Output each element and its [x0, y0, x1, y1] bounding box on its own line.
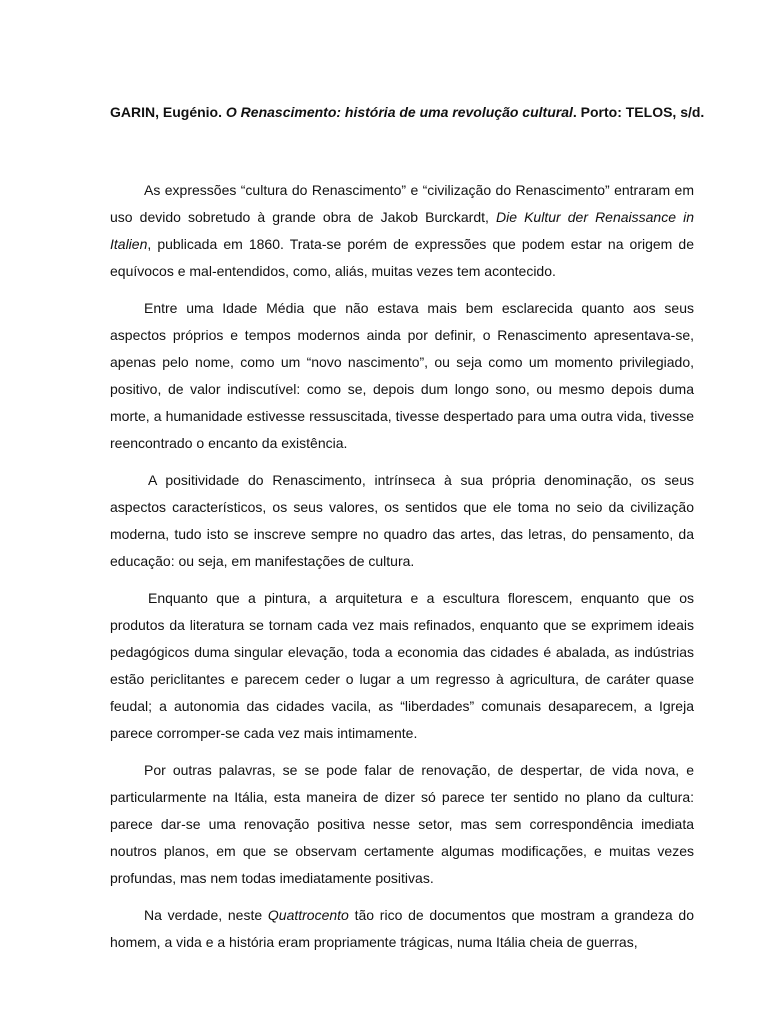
paragraph-3: A positividade do Renascimento, intrínseca à sua própria denominação, os seus aspectos característicos, os seus valores, os sentidos que ele toma no seio da civilização moderna, tudo isto se inscreve sempre no quadro das artes, das letras, do pensamento, da educação: ou seja, em manifestações de cultura. [110, 472, 694, 569]
paragraph-1-text-b: , publicada em 1860. Trata-se porém de expressões que podem estar na origem de equívocos e mal-entendidos, como, aliás, muitas vezes tem acontecido. [110, 236, 694, 279]
bibliographic-citation [110, 103, 710, 121]
book-title-italic: Die Kultur der Renaissance in Italien [110, 209, 694, 252]
paragraph-6-text-a: Na verdade, neste [144, 907, 268, 923]
citation-title: O Renascimento: história de uma revolução cultural [225, 104, 573, 120]
paragraph-2: Entre uma Idade Média que não estava mais bem esclarecida quanto aos seus aspectos próprios e tempos modernos ainda por definir, o Renascimento apresentava-se, apenas pelo nome, como um “novo nascimento”, ou seja como um momento privilegiado, positivo, de valor indiscutível: como se, depois dum longo sono, ou mesmo depois duma morte, a humanidade estivesse ressuscitada, tivesse despertado para uma outra vida, tivesse reencontrado o encanto da existência. [110, 300, 694, 451]
paragraph-4: Enquanto que a pintura, a arquitetura e a escultura florescem, enquanto que os produtos da literatura se tornam cada vez mais refinados, enquanto que se exprimem ideais pedagógicos duma singular elevação, toda a economia das cidades é abalada, as indústrias estão periclitantes e parecem ceder o lugar a um regresso à agricultura, de caráter quase feudal; a autonomia das cidades vacila, as “liberdades” comunais desaparecem, a Igreja parece corromper-se cada vez mais intimamente. [110, 590, 694, 741]
citation-publisher: . Porto: TELOS, s/d. [572, 104, 705, 120]
citation-author: GARIN, Eugénio. [110, 104, 226, 120]
paragraph-1-text-a: As expressões “cultura do Renascimento” e “civilização do Renascimento” entraram em uso devido sobretudo à grande obra de Jakob Burckardt, [110, 182, 694, 225]
document-body [110, 177, 694, 966]
paragraph-6 [110, 902, 694, 956]
paragraph-5: Por outras palavras, se se pode falar de renovação, de despertar, de vida nova, e particularmente na Itália, esta maneira de dizer só parece ter sentido no plano da cultura: parece dar-se uma renovação positiva nesse setor, mas sem correspondência imediata noutros planos, em que se observam certamente algumas modificações, e muitas vezes profundas, mas nem todas imediatamente positivas. [110, 762, 694, 886]
quattrocento-italic: Quattrocento [267, 907, 349, 923]
paragraph-6-text-b: tão rico de documentos que mostram a grandeza do homem, a vida e a história eram propriamente trágicas, numa Itália cheia de guerras, [110, 907, 694, 950]
paragraph-1 [110, 177, 694, 285]
